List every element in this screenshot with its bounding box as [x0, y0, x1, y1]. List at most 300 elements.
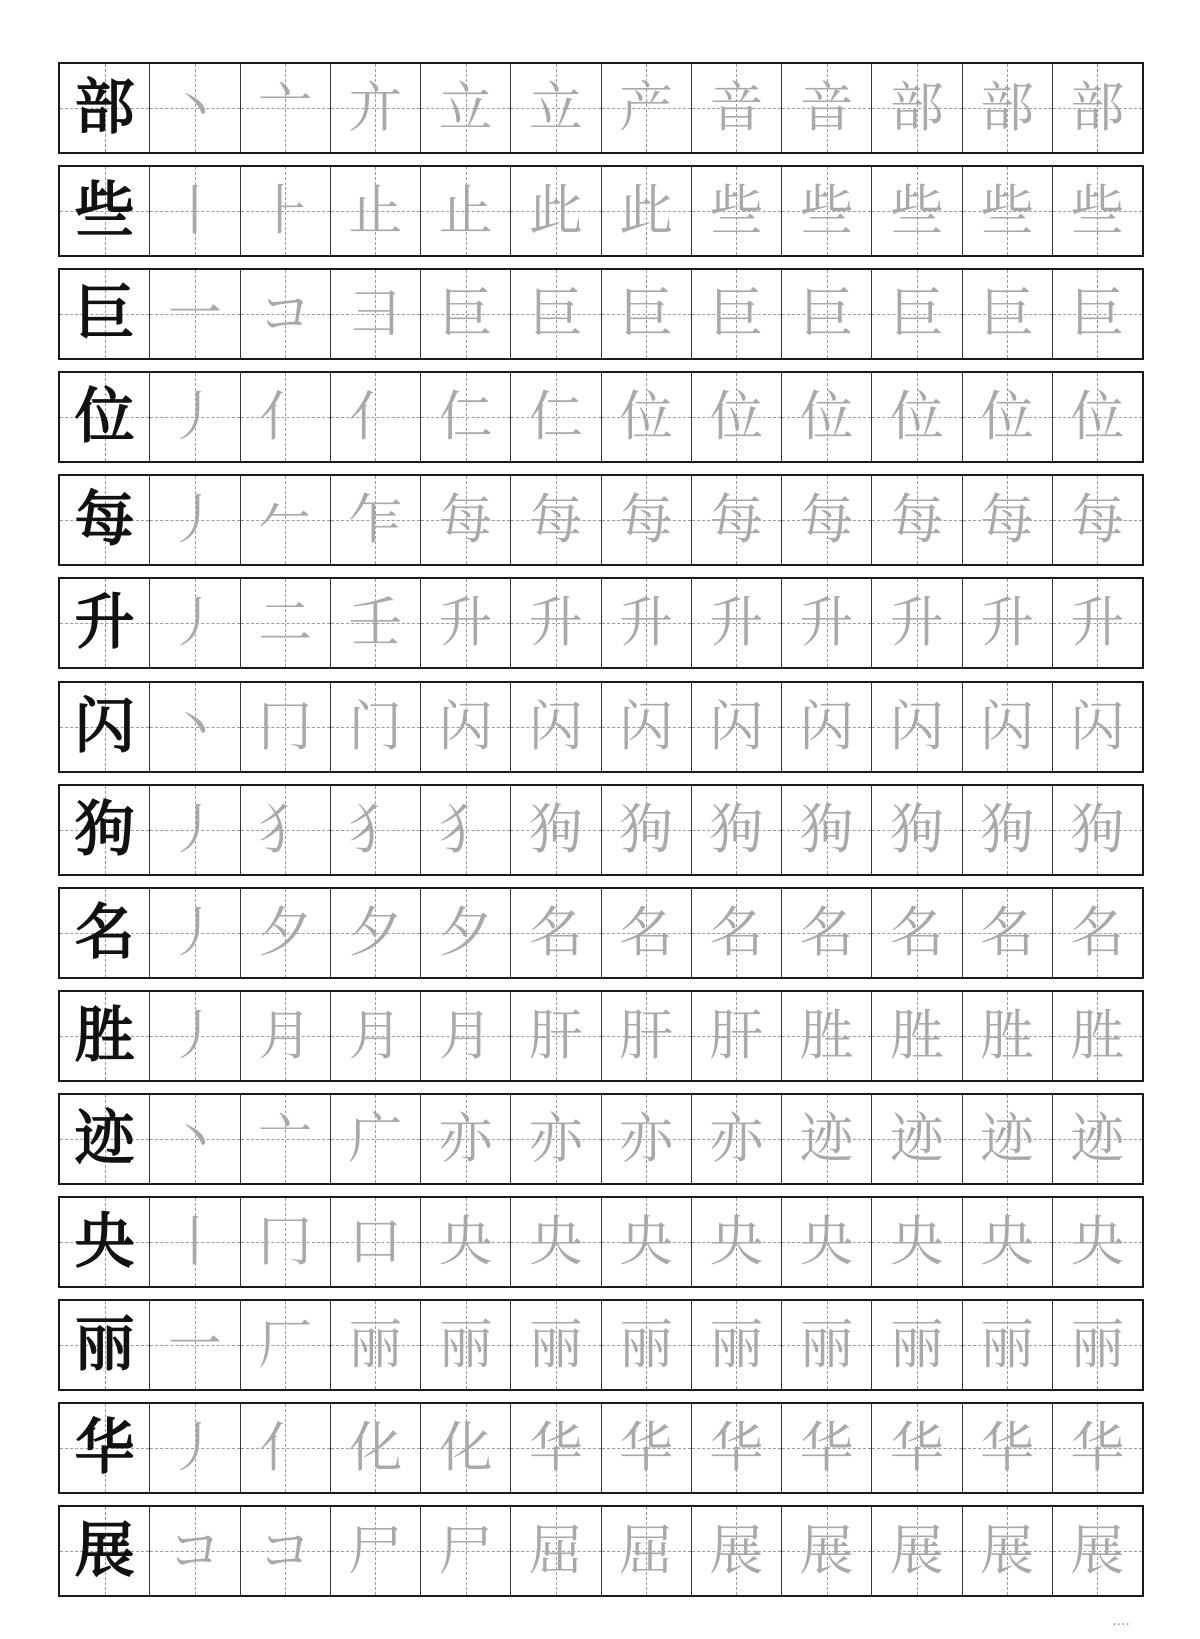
- trace-cell: [962, 683, 1052, 771]
- stroke-step-character: 乍: [348, 488, 403, 552]
- stroke-step-character: 部: [889, 76, 944, 139]
- stroke-step-character: 迹: [799, 1106, 854, 1170]
- trace-cell: [962, 1507, 1052, 1595]
- trace-cell: [149, 270, 239, 358]
- trace-cell: [691, 1095, 781, 1183]
- trace-cell: [420, 1198, 510, 1286]
- model-character: 央: [74, 1207, 135, 1278]
- practice-row: [58, 784, 1144, 876]
- trace-cell: [330, 64, 420, 152]
- stroke-step-character: 位: [709, 385, 764, 449]
- trace-cell: [420, 167, 510, 255]
- stroke-step-character: 升: [1070, 591, 1125, 655]
- trace-cell: [871, 683, 961, 771]
- trace-cell: [149, 992, 239, 1080]
- trace-cell: [149, 579, 239, 667]
- trace-cell: [149, 1198, 239, 1286]
- trace-cell: [330, 992, 420, 1080]
- trace-cell: [330, 1198, 420, 1286]
- stroke-step-character: 一: [167, 1313, 222, 1377]
- trace-cell: [149, 786, 239, 874]
- stroke-step-character: 狗: [1070, 797, 1125, 861]
- model-character: 华: [74, 1413, 135, 1484]
- stroke-step-character: 狗: [799, 797, 854, 861]
- stroke-step-character: 华: [980, 1416, 1035, 1480]
- trace-cell: [871, 1507, 961, 1595]
- trace-cell: [240, 786, 330, 874]
- model-character: 迹: [74, 1103, 135, 1174]
- trace-cell: [510, 889, 600, 977]
- trace-cell: [781, 1404, 871, 1492]
- trace-cell: [1052, 579, 1142, 667]
- model-character-cell: [60, 992, 149, 1080]
- trace-cell: [510, 167, 600, 255]
- stroke-step-character: 立: [438, 76, 493, 139]
- model-character: 闪: [74, 691, 135, 762]
- stroke-step-character: 月: [258, 1003, 313, 1067]
- trace-cell: [1052, 167, 1142, 255]
- trace-cell: [601, 683, 691, 771]
- stroke-step-character: 迹: [889, 1106, 944, 1170]
- stroke-step-character: 位: [619, 385, 674, 449]
- stroke-step-character: 狗: [619, 797, 674, 861]
- stroke-step-character: 展: [1070, 1519, 1125, 1583]
- stroke-step-character: 央: [889, 1210, 944, 1274]
- trace-cell: [962, 1301, 1052, 1389]
- stroke-step-character: 闪: [889, 694, 944, 758]
- trace-cell: [510, 373, 600, 461]
- stroke-step-character: 名: [709, 900, 764, 964]
- model-character-cell: [60, 786, 149, 874]
- trace-cell: [420, 1404, 510, 1492]
- trace-cell: [420, 1507, 510, 1595]
- stroke-step-character: 尸: [348, 1519, 403, 1583]
- stroke-step-character: 部: [980, 76, 1035, 139]
- stroke-step-character: 央: [980, 1210, 1035, 1274]
- trace-cell: [781, 683, 871, 771]
- stroke-step-character: 丶: [167, 76, 222, 139]
- stroke-step-character: 胜: [980, 1003, 1035, 1067]
- stroke-step-character: 犭: [348, 797, 403, 861]
- stroke-step-character: 迹: [1070, 1106, 1125, 1170]
- trace-cell: [691, 1507, 781, 1595]
- trace-cell: [962, 579, 1052, 667]
- stroke-step-character: 闪: [528, 694, 583, 758]
- trace-cell: [149, 476, 239, 564]
- trace-cell: [149, 64, 239, 152]
- trace-cell: [871, 64, 961, 152]
- stroke-step-character: 闪: [619, 694, 674, 758]
- stroke-step-character: 闪: [1070, 694, 1125, 758]
- practice-row: [58, 1196, 1144, 1288]
- stroke-step-character: 一: [167, 282, 222, 346]
- trace-cell: [601, 1404, 691, 1492]
- stroke-step-character: 化: [348, 1416, 403, 1480]
- trace-cell: [510, 683, 600, 771]
- trace-cell: [420, 889, 510, 977]
- stroke-step-character: 名: [980, 900, 1035, 964]
- trace-cell: [601, 167, 691, 255]
- practice-row: [58, 371, 1144, 463]
- stroke-step-character: 位: [980, 385, 1035, 449]
- stroke-step-character: 巨: [1070, 282, 1125, 346]
- trace-cell: [1052, 1095, 1142, 1183]
- trace-cell: [510, 64, 600, 152]
- stroke-step-character: 立: [528, 76, 583, 139]
- stroke-step-character: 每: [528, 488, 583, 552]
- stroke-step-character: 𠂉: [258, 488, 313, 552]
- stroke-step-character: 止: [348, 179, 403, 243]
- trace-cell: [330, 683, 420, 771]
- trace-cell: [871, 1404, 961, 1492]
- stroke-step-character: 仁: [438, 385, 493, 449]
- trace-cell: [962, 270, 1052, 358]
- stroke-step-character: 位: [799, 385, 854, 449]
- stroke-step-character: 名: [619, 900, 674, 964]
- trace-cell: [871, 786, 961, 874]
- trace-cell: [420, 683, 510, 771]
- trace-cell: [330, 373, 420, 461]
- trace-cell: [601, 64, 691, 152]
- trace-cell: [330, 167, 420, 255]
- model-character: 每: [74, 485, 135, 556]
- model-character: 丽: [74, 1310, 135, 1381]
- stroke-step-character: 升: [709, 591, 764, 655]
- trace-cell: [1052, 1404, 1142, 1492]
- stroke-step-character: 丿: [167, 900, 222, 964]
- stroke-step-character: 亻: [348, 385, 403, 449]
- trace-cell: [330, 579, 420, 667]
- stroke-step-character: 迹: [980, 1106, 1035, 1170]
- stroke-step-character: 华: [799, 1416, 854, 1480]
- trace-cell: [962, 992, 1052, 1080]
- trace-cell: [601, 476, 691, 564]
- stroke-step-character: 丿: [167, 1003, 222, 1067]
- stroke-step-character: 每: [619, 488, 674, 552]
- stroke-step-character: 丽: [1070, 1313, 1125, 1377]
- stroke-step-character: 亻: [258, 1416, 313, 1480]
- model-character: 些: [74, 176, 135, 247]
- trace-cell: [962, 1095, 1052, 1183]
- stroke-step-character: 仁: [528, 385, 583, 449]
- stroke-step-character: 丽: [709, 1313, 764, 1377]
- trace-cell: [1052, 1301, 1142, 1389]
- trace-cell: [691, 889, 781, 977]
- trace-cell: [781, 889, 871, 977]
- stroke-step-character: 丿: [167, 488, 222, 552]
- trace-cell: [1052, 992, 1142, 1080]
- stroke-step-character: 央: [438, 1210, 493, 1274]
- practice-row: [58, 1505, 1144, 1597]
- stroke-step-character: 月: [348, 1003, 403, 1067]
- stroke-step-character: 闪: [438, 694, 493, 758]
- stroke-step-character: 胜: [799, 1003, 854, 1067]
- stroke-step-character: 丽: [889, 1313, 944, 1377]
- stroke-step-character: 彐: [348, 282, 403, 346]
- practice-row: [58, 165, 1144, 257]
- stroke-step-character: 止: [438, 179, 493, 243]
- trace-cell: [420, 373, 510, 461]
- stroke-step-character: 丶: [167, 694, 222, 758]
- stroke-step-character: 升: [528, 591, 583, 655]
- trace-cell: [240, 270, 330, 358]
- stroke-step-character: 肝: [709, 1003, 764, 1067]
- stroke-step-character: 巨: [980, 282, 1035, 346]
- stroke-step-character: 些: [799, 179, 854, 243]
- trace-cell: [781, 1198, 871, 1286]
- stroke-step-character: 央: [1070, 1210, 1125, 1274]
- stroke-step-character: 丿: [167, 591, 222, 655]
- stroke-step-character: 夕: [438, 900, 493, 964]
- trace-cell: [691, 167, 781, 255]
- trace-cell: [691, 786, 781, 874]
- practice-row: [58, 268, 1144, 360]
- trace-cell: [149, 167, 239, 255]
- stroke-step-character: 些: [980, 179, 1035, 243]
- trace-cell: [149, 1507, 239, 1595]
- stroke-step-character: 狗: [709, 797, 764, 861]
- model-character: 名: [74, 897, 135, 968]
- stroke-step-character: 华: [619, 1416, 674, 1480]
- model-character: 胜: [74, 1000, 135, 1071]
- trace-cell: [330, 1404, 420, 1492]
- stroke-step-character: 华: [1070, 1416, 1125, 1480]
- trace-cell: [781, 270, 871, 358]
- practice-grid: [58, 62, 1144, 1597]
- trace-cell: [240, 1301, 330, 1389]
- trace-cell: [781, 579, 871, 667]
- trace-cell: [330, 1507, 420, 1595]
- trace-cell: [240, 64, 330, 152]
- stroke-step-character: 升: [980, 591, 1035, 655]
- trace-cell: [330, 889, 420, 977]
- trace-cell: [601, 579, 691, 667]
- stroke-step-character: 肝: [619, 1003, 674, 1067]
- trace-cell: [601, 1507, 691, 1595]
- trace-cell: [420, 1301, 510, 1389]
- stroke-step-character: 此: [619, 179, 674, 243]
- stroke-step-character: 丽: [619, 1313, 674, 1377]
- stroke-step-character: 亻: [258, 385, 313, 449]
- stroke-step-character: 夕: [348, 900, 403, 964]
- trace-cell: [1052, 1198, 1142, 1286]
- stroke-step-character: 位: [1070, 385, 1125, 449]
- trace-cell: [510, 1301, 600, 1389]
- trace-cell: [781, 992, 871, 1080]
- stroke-step-character: 尸: [438, 1519, 493, 1583]
- stroke-step-character: 华: [528, 1416, 583, 1480]
- trace-cell: [240, 1404, 330, 1492]
- practice-row: [58, 62, 1144, 154]
- stroke-step-character: 胜: [1070, 1003, 1125, 1067]
- stroke-step-character: 丽: [799, 1313, 854, 1377]
- model-character-cell: [60, 1404, 149, 1492]
- stroke-step-character: 展: [889, 1519, 944, 1583]
- trace-cell: [962, 167, 1052, 255]
- stroke-step-character: 化: [438, 1416, 493, 1480]
- stroke-step-character: 些: [889, 179, 944, 243]
- practice-row: [58, 1402, 1144, 1494]
- stroke-step-character: 丽: [980, 1313, 1035, 1377]
- stroke-step-character: 位: [889, 385, 944, 449]
- trace-cell: [691, 373, 781, 461]
- practice-row: [58, 990, 1144, 1082]
- stroke-step-character: 亦: [528, 1106, 583, 1170]
- trace-cell: [691, 476, 781, 564]
- model-character-cell: [60, 1095, 149, 1183]
- trace-cell: [601, 889, 691, 977]
- stroke-step-character: 月: [438, 1003, 493, 1067]
- practice-row: [58, 887, 1144, 979]
- stroke-step-character: 音: [709, 76, 764, 139]
- trace-cell: [240, 992, 330, 1080]
- trace-cell: [1052, 64, 1142, 152]
- stroke-step-character: 巨: [619, 282, 674, 346]
- stroke-step-character: 狗: [889, 797, 944, 861]
- stroke-step-character: コ: [167, 1519, 222, 1583]
- trace-cell: [510, 786, 600, 874]
- trace-cell: [601, 786, 691, 874]
- trace-cell: [510, 1404, 600, 1492]
- trace-cell: [691, 1198, 781, 1286]
- trace-cell: [510, 1095, 600, 1183]
- stroke-step-character: 丶: [167, 1106, 222, 1170]
- stroke-step-character: 狗: [980, 797, 1035, 861]
- model-character-cell: [60, 683, 149, 771]
- model-character: 狗: [74, 794, 135, 865]
- stroke-step-character: 狗: [528, 797, 583, 861]
- stroke-step-character: 名: [889, 900, 944, 964]
- stroke-step-character: ⺊: [258, 179, 313, 243]
- practice-row: [58, 1093, 1144, 1185]
- model-character-cell: [60, 1507, 149, 1595]
- stroke-step-character: 巨: [889, 282, 944, 346]
- trace-cell: [962, 786, 1052, 874]
- stroke-step-character: 名: [799, 900, 854, 964]
- trace-cell: [1052, 683, 1142, 771]
- stroke-step-character: 央: [528, 1210, 583, 1274]
- trace-cell: [510, 579, 600, 667]
- trace-cell: [1052, 476, 1142, 564]
- trace-cell: [149, 1404, 239, 1492]
- trace-cell: [149, 1095, 239, 1183]
- stroke-step-character: 升: [889, 591, 944, 655]
- trace-cell: [601, 1198, 691, 1286]
- trace-cell: [601, 270, 691, 358]
- trace-cell: [871, 373, 961, 461]
- stroke-step-character: 厂: [258, 1313, 313, 1377]
- stroke-step-character: コ: [258, 282, 313, 346]
- trace-cell: [781, 1507, 871, 1595]
- stroke-step-character: 央: [619, 1210, 674, 1274]
- trace-cell: [1052, 786, 1142, 874]
- model-character-cell: [60, 64, 149, 152]
- stroke-step-character: 亦: [438, 1106, 493, 1170]
- trace-cell: [420, 992, 510, 1080]
- model-character: 升: [74, 588, 135, 659]
- stroke-step-character: コ: [258, 1519, 313, 1583]
- trace-cell: [420, 64, 510, 152]
- practice-row: [58, 474, 1144, 566]
- model-character: 部: [74, 73, 135, 143]
- trace-cell: [781, 373, 871, 461]
- stroke-step-character: 亣: [348, 76, 403, 139]
- trace-cell: [149, 889, 239, 977]
- trace-cell: [240, 373, 330, 461]
- trace-cell: [871, 579, 961, 667]
- stroke-step-character: 每: [438, 488, 493, 552]
- trace-cell: [691, 1301, 781, 1389]
- trace-cell: [240, 1507, 330, 1595]
- stroke-step-character: 展: [799, 1519, 854, 1583]
- trace-cell: [420, 270, 510, 358]
- trace-cell: [781, 1095, 871, 1183]
- trace-cell: [240, 476, 330, 564]
- model-character: 巨: [74, 279, 135, 350]
- stroke-step-character: 华: [889, 1416, 944, 1480]
- stroke-step-character: 屈: [619, 1519, 674, 1583]
- stroke-step-character: 央: [709, 1210, 764, 1274]
- stroke-step-character: 犭: [438, 797, 493, 861]
- stroke-step-character: 部: [1070, 76, 1125, 139]
- trace-cell: [240, 167, 330, 255]
- trace-cell: [691, 683, 781, 771]
- stroke-step-character: 丿: [167, 385, 222, 449]
- stroke-step-character: 丨: [167, 1210, 222, 1274]
- footer-watermark: ····: [1112, 1617, 1130, 1633]
- trace-cell: [691, 1404, 781, 1492]
- stroke-step-character: 此: [528, 179, 583, 243]
- model-character-cell: [60, 579, 149, 667]
- trace-cell: [240, 1095, 330, 1183]
- stroke-step-character: 夕: [258, 900, 313, 964]
- stroke-step-character: 每: [980, 488, 1035, 552]
- trace-cell: [871, 1198, 961, 1286]
- trace-cell: [330, 270, 420, 358]
- stroke-step-character: 央: [799, 1210, 854, 1274]
- trace-cell: [691, 579, 781, 667]
- stroke-step-character: 名: [1070, 900, 1125, 964]
- stroke-step-character: 巨: [709, 282, 764, 346]
- trace-cell: [781, 786, 871, 874]
- trace-cell: [330, 1095, 420, 1183]
- trace-cell: [691, 64, 781, 152]
- trace-cell: [420, 786, 510, 874]
- stroke-step-character: 些: [1070, 179, 1125, 243]
- trace-cell: [601, 1095, 691, 1183]
- trace-cell: [871, 889, 961, 977]
- trace-cell: [871, 476, 961, 564]
- trace-cell: [962, 476, 1052, 564]
- stroke-step-character: 亠: [258, 1106, 313, 1170]
- stroke-step-character: 巨: [528, 282, 583, 346]
- trace-cell: [962, 1404, 1052, 1492]
- stroke-step-character: 丽: [438, 1313, 493, 1377]
- practice-row: [58, 1299, 1144, 1391]
- trace-cell: [1052, 270, 1142, 358]
- stroke-step-character: 丽: [348, 1313, 403, 1377]
- practice-row: [58, 577, 1144, 669]
- model-character-cell: [60, 1198, 149, 1286]
- trace-cell: [1052, 889, 1142, 977]
- trace-cell: [601, 992, 691, 1080]
- trace-cell: [962, 373, 1052, 461]
- stroke-step-character: 丿: [167, 1416, 222, 1480]
- stroke-step-character: 丽: [528, 1313, 583, 1377]
- model-character: 位: [74, 382, 135, 453]
- trace-cell: [240, 1198, 330, 1286]
- trace-cell: [149, 373, 239, 461]
